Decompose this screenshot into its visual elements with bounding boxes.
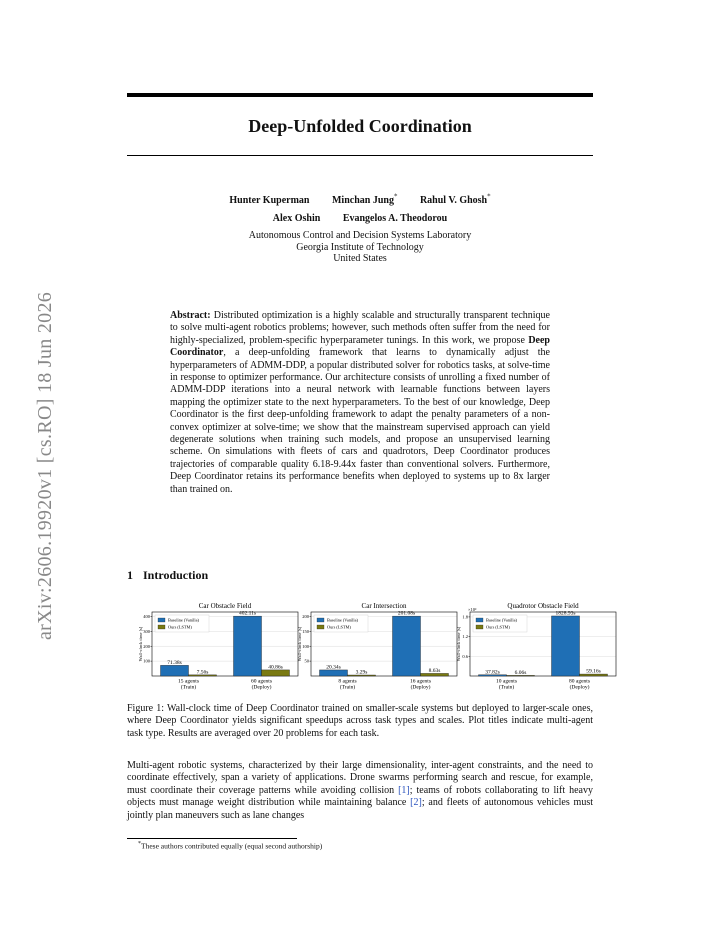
legend-swatch — [476, 618, 483, 622]
chart-svg — [138, 600, 300, 696]
x-tick-label: 8 agents — [338, 678, 357, 685]
data-label: 59.16s — [586, 668, 601, 675]
legend-label: Ours (LSTM) — [327, 624, 351, 630]
legend-swatch — [158, 618, 165, 622]
data-label: 3.29s — [355, 669, 368, 676]
figure-caption: Figure 1: Wall-clock time of Deep Coordinator trained on smaller-scale systems but deployed to larger-scale ones, where Deep Coordinator yields significant speedups across task types and scales. Plot titles indicate multi-agent task type. Results are averaged over 20 problems for each task. — [127, 703, 593, 739]
bar — [234, 616, 262, 676]
paper-title: Deep-Unfolded Coordination — [248, 116, 472, 136]
title-rule — [127, 155, 593, 156]
affiliation — [127, 230, 593, 265]
affiliation-institute: Georgia Institute of Technology — [296, 241, 424, 253]
legend-label: Baseline (Vanilla) — [327, 617, 358, 623]
author-name: Minchan Jung* — [331, 193, 398, 207]
data-label: 8.63s — [428, 667, 441, 674]
y-axis-scale-label: ×10³ — [468, 607, 477, 612]
body-paragraph — [127, 760, 593, 822]
section-number: 1 — [127, 568, 133, 582]
x-tick-label: (Train) — [180, 684, 197, 691]
data-label: 20.34s — [326, 664, 341, 671]
y-tick-label: 150 — [302, 628, 309, 634]
legend-swatch — [317, 625, 324, 629]
chart-svg — [456, 600, 618, 696]
body-text: Multi-agent robotic systems, characterized by their large dimensionality, inter-agent constraints, and the need to coordinate effectively, span a variety of applications. Drone swarms performing search and rescue, for example, must coordinate their coverage patterns while avoiding collision — [127, 760, 593, 796]
x-tick-label: (Deploy) — [569, 684, 590, 691]
footnote-text: These authors contributed equally (equal second authorship) — [141, 841, 323, 851]
chart-title: Car Intersection — [361, 602, 407, 610]
chart-title: Quadrotor Obstacle Field — [507, 602, 579, 610]
legend-label: Ours (LSTM) — [486, 624, 510, 630]
x-tick-label: (Deploy) — [251, 684, 272, 691]
x-tick-label: 15 agents — [178, 678, 199, 685]
author-line-1 — [127, 188, 593, 210]
footnote-mark: * — [138, 841, 141, 847]
chart-car-intersection — [297, 600, 459, 696]
abstract-text: Distributed optimization is a highly scalable and structurally transparent technique to solve multi-agent robotics problems; however, such methods often suffer from the need for highly-specialized, problem-specific hyperparameter tunings. In this work, we propose — [170, 310, 550, 346]
y-axis-label: Wall-clock time [s] — [138, 626, 143, 662]
legend-label: Baseline (Vanilla) — [486, 617, 517, 623]
bar — [393, 616, 421, 676]
author-line-2 — [127, 210, 593, 228]
y-axis-label: Wall-clock time [s] — [456, 626, 461, 662]
data-label: 71.38s — [167, 659, 182, 666]
abstract-method-name: Deep Coordinator — [170, 334, 550, 359]
y-tick-label: 400 — [143, 614, 150, 620]
y-tick-label: 1.2 — [462, 634, 468, 640]
body-text: ; teams of robots collaborating to lift heavy objects must manage weight distribution while maintaining balance — [127, 784, 594, 809]
bar — [161, 665, 189, 676]
legend-swatch — [476, 625, 483, 629]
citation-link[interactable]: [1] — [398, 784, 410, 796]
bar — [552, 616, 580, 676]
y-tick-label: 100 — [143, 658, 150, 664]
section-heading — [127, 568, 208, 583]
chart-svg — [297, 600, 459, 696]
citation-link[interactable]: [2] — [410, 797, 422, 809]
legend-swatch — [317, 618, 324, 622]
y-tick-label: 200 — [302, 614, 309, 620]
footnote — [138, 841, 322, 851]
section-title: Introduction — [143, 568, 209, 582]
x-tick-label: 80 agents — [569, 678, 590, 685]
y-tick-label: 200 — [143, 643, 150, 649]
affiliation-country: United States — [333, 253, 387, 264]
y-tick-label: 100 — [302, 643, 309, 649]
y-tick-label: 300 — [143, 628, 150, 634]
x-tick-label: (Train) — [498, 684, 515, 691]
footnote-rule — [127, 838, 297, 839]
y-tick-label: 1.8 — [462, 614, 468, 620]
data-label: 201.08s — [397, 610, 416, 617]
author-block — [127, 188, 593, 228]
chart-quadrotor-obstacle-field — [456, 600, 618, 696]
top-rule — [127, 93, 593, 97]
data-label: 6.06s — [514, 669, 527, 676]
author-name: Hunter Kuperman — [229, 195, 310, 207]
abstract — [170, 310, 550, 496]
chart-title: Car Obstacle Field — [198, 602, 252, 610]
abstract-label: Abstract: — [170, 310, 211, 321]
x-tick-label: (Deploy) — [410, 684, 431, 691]
data-label: 402.11s — [238, 610, 257, 617]
y-tick-label: 0.6 — [462, 653, 468, 659]
y-axis-label: Wall-clock time [s] — [297, 626, 302, 662]
affiliation-lab: Autonomous Control and Decision Systems Laboratory — [248, 230, 472, 241]
bar — [320, 670, 348, 676]
arxiv-identifier: arXiv:2606.19920v1 [cs.RO] 18 Jun 2026 — [34, 291, 56, 640]
abstract-text: , a deep-unfolding framework that learns to dynamically adjust the hyperparameters of ADMM-DDP, a popular distributed solver for robotics tasks, at solve-time in response to optimizer performance. Our architecture consists of unrolling a fixed number of ADMM-DDP iterations into a neural network with learnable functions between layers mapping the optimizer state to the next hyperparameters. To the best of our knowledge, Deep Coordinator is the first deep-unfolding framework to adapt the penalty parameters of a non-convex optimizer at solve-time; we show that the mainstream supervised approach can yield degenerate solutions when training such models, and propose an unsupervised learning scheme. On simulations with fleets of cars and quadrotors, Deep Coordinator produces trajectories of comparable quality 6.18-9.44x faster than conventional solvers. Furthermore, Deep Coordinator retains its performance benefits when deployed to systems up to 8x larger than trained on. — [170, 347, 550, 495]
x-tick-label: 60 agents — [251, 678, 272, 685]
data-label: 1828.93s — [555, 610, 576, 617]
legend-swatch — [158, 625, 165, 629]
x-tick-label: 16 agents — [410, 678, 431, 685]
x-tick-label: 10 agents — [496, 678, 517, 685]
legend-label: Baseline (Vanilla) — [168, 617, 199, 623]
body-text: ; and fleets of autonomous vehicles must jointly plan maneuvers such as lane changes — [127, 797, 593, 821]
legend-label: Ours (LSTM) — [168, 624, 192, 630]
chart-car-obstacle-field — [138, 600, 300, 696]
data-label: 37.82s — [485, 669, 500, 676]
author-name: Alex Oshin — [272, 213, 321, 225]
author-name: Rahul V. Ghosh* — [419, 193, 491, 207]
data-label: 7.56s — [196, 669, 209, 676]
x-tick-label: (Train) — [339, 684, 356, 691]
y-tick-label: 50 — [304, 658, 309, 664]
data-label: 40.86s — [268, 664, 283, 671]
author-name: Evangelos A. Theodorou — [342, 213, 448, 225]
bar — [262, 670, 290, 676]
